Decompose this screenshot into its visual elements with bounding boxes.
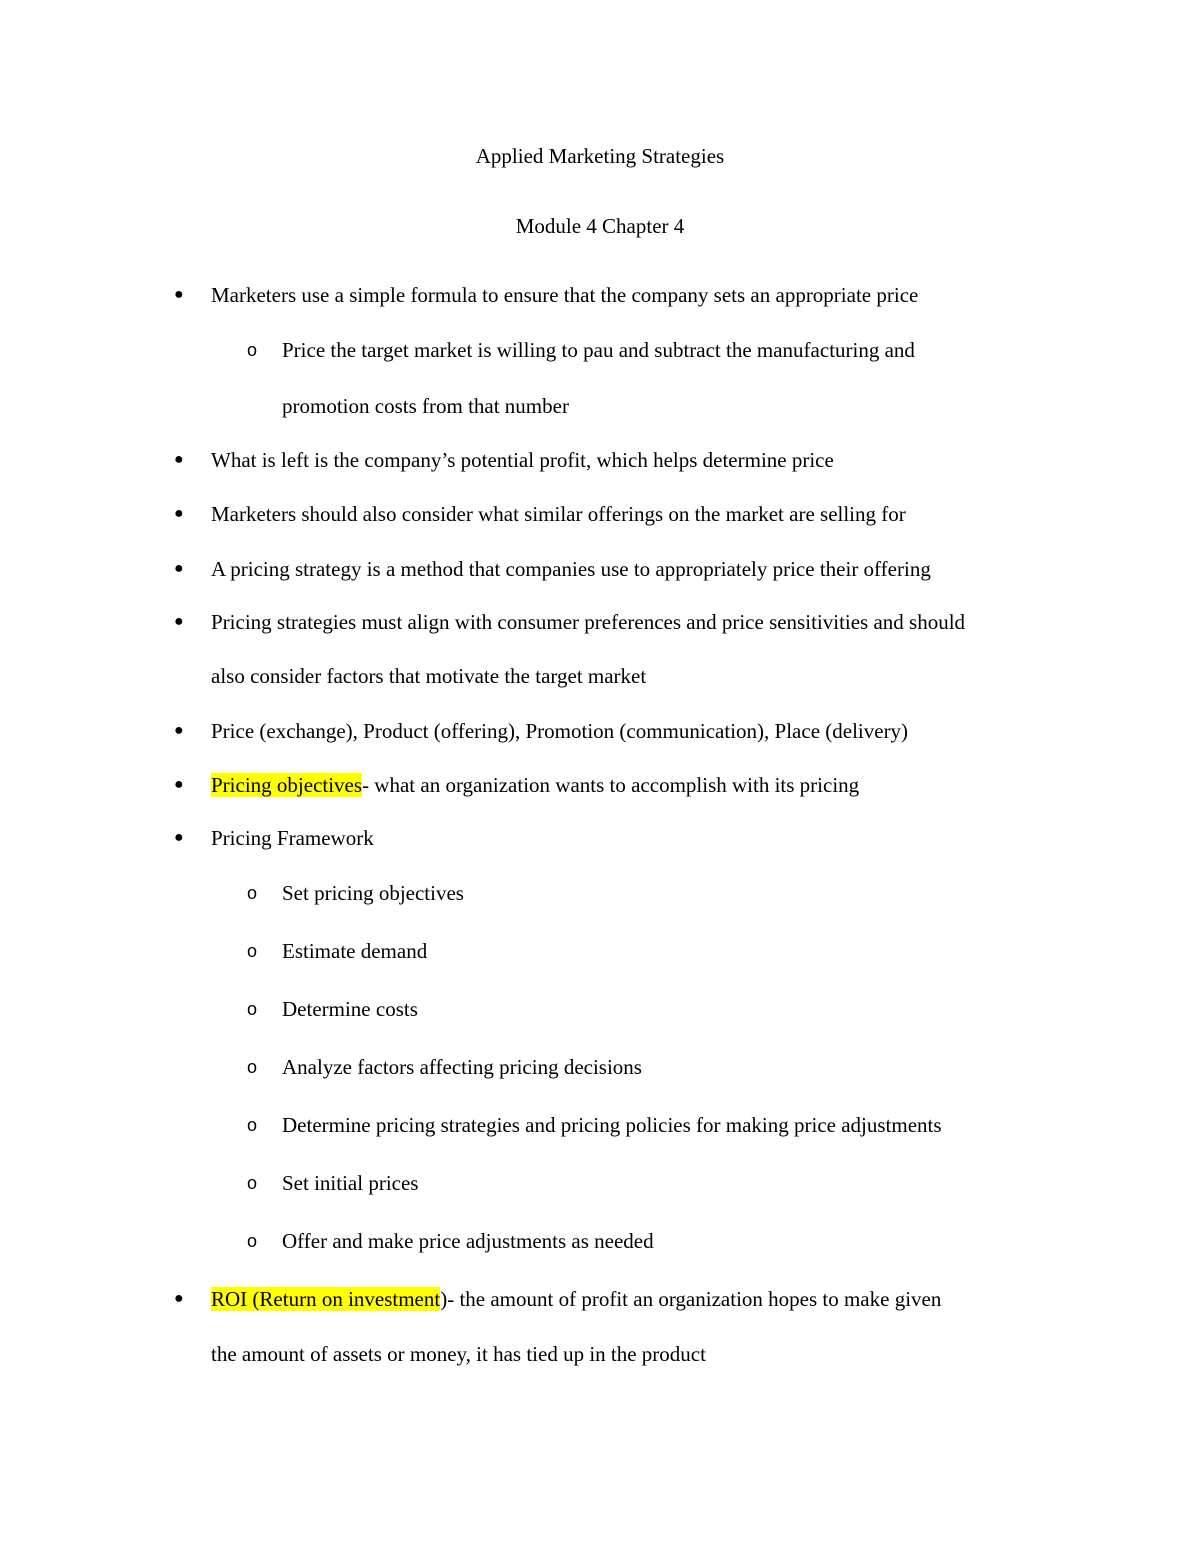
list-item: Marketers should also consider what similar offerings on the market are selling for — [211, 502, 906, 526]
sub-bullet-icon: o — [247, 1057, 258, 1077]
term-definition: - what an organization wants to accomplish with its pricing — [362, 773, 860, 797]
bullet-icon: ● — [174, 1290, 184, 1307]
sub-bullet-icon: o — [247, 941, 258, 961]
term-definition: )- the amount of profit an organization hopes to make given — [440, 1287, 942, 1311]
sub-list-item: Price the target market is willing to pau and subtract the manufacturing and — [282, 338, 915, 362]
sub-list-item: Offer and make price adjustments as needed — [282, 1229, 654, 1253]
document-subtitle: Module 4 Chapter 4 — [515, 214, 685, 238]
bullet-icon: ● — [174, 829, 184, 846]
sub-list-item: Analyze factors affecting pricing decisions — [282, 1055, 642, 1079]
sub-bullet-icon: o — [247, 999, 258, 1019]
sub-list-item: Set initial prices — [282, 1171, 419, 1195]
list-item — [211, 772, 859, 798]
list-item: Pricing strategies must align with consumer preferences and price sensitivities and should — [211, 610, 966, 634]
bullet-icon: ● — [174, 613, 184, 630]
list-item: A pricing strategy is a method that companies use to appropriately price their offering — [211, 557, 931, 581]
sub-list-item: Estimate demand — [282, 939, 428, 963]
list-item: Pricing Framework — [211, 826, 374, 850]
sub-bullet-icon: o — [247, 1115, 258, 1135]
highlighted-term: Pricing objectives — [211, 773, 363, 797]
bullet-icon: ● — [174, 286, 184, 303]
bullet-icon: ● — [174, 722, 184, 739]
bullet-icon: ● — [174, 776, 184, 793]
list-item-continuation: also consider factors that motivate the target market — [211, 664, 647, 688]
highlighted-term: ROI (Return on investment — [211, 1287, 441, 1311]
sub-bullet-icon: o — [247, 1231, 258, 1251]
sub-list-item: Set pricing objectives — [282, 881, 464, 905]
list-item-continuation: the amount of assets or money, it has tied up in the product — [211, 1342, 706, 1366]
sub-list-item: Determine costs — [282, 997, 418, 1021]
sub-list-item-continuation: promotion costs from that number — [282, 394, 569, 418]
bullet-icon: ● — [174, 560, 184, 577]
sub-bullet-icon: o — [247, 1173, 258, 1193]
list-item: Price (exchange), Product (offering), Promotion (communication), Place (delivery) — [211, 719, 909, 743]
sub-bullet-icon: o — [247, 340, 258, 360]
sub-list-item: Determine pricing strategies and pricing policies for making price adjustments — [282, 1113, 942, 1137]
sub-bullet-icon: o — [247, 883, 258, 903]
document-title: Applied Marketing Strategies — [475, 144, 725, 168]
list-item: What is left is the company’s potential profit, which helps determine price — [211, 448, 834, 472]
bullet-icon: ● — [174, 451, 184, 468]
list-item — [211, 1286, 941, 1312]
bullet-icon: ● — [174, 505, 184, 522]
list-item: Marketers use a simple formula to ensure that the company sets an appropriate price — [211, 283, 919, 307]
